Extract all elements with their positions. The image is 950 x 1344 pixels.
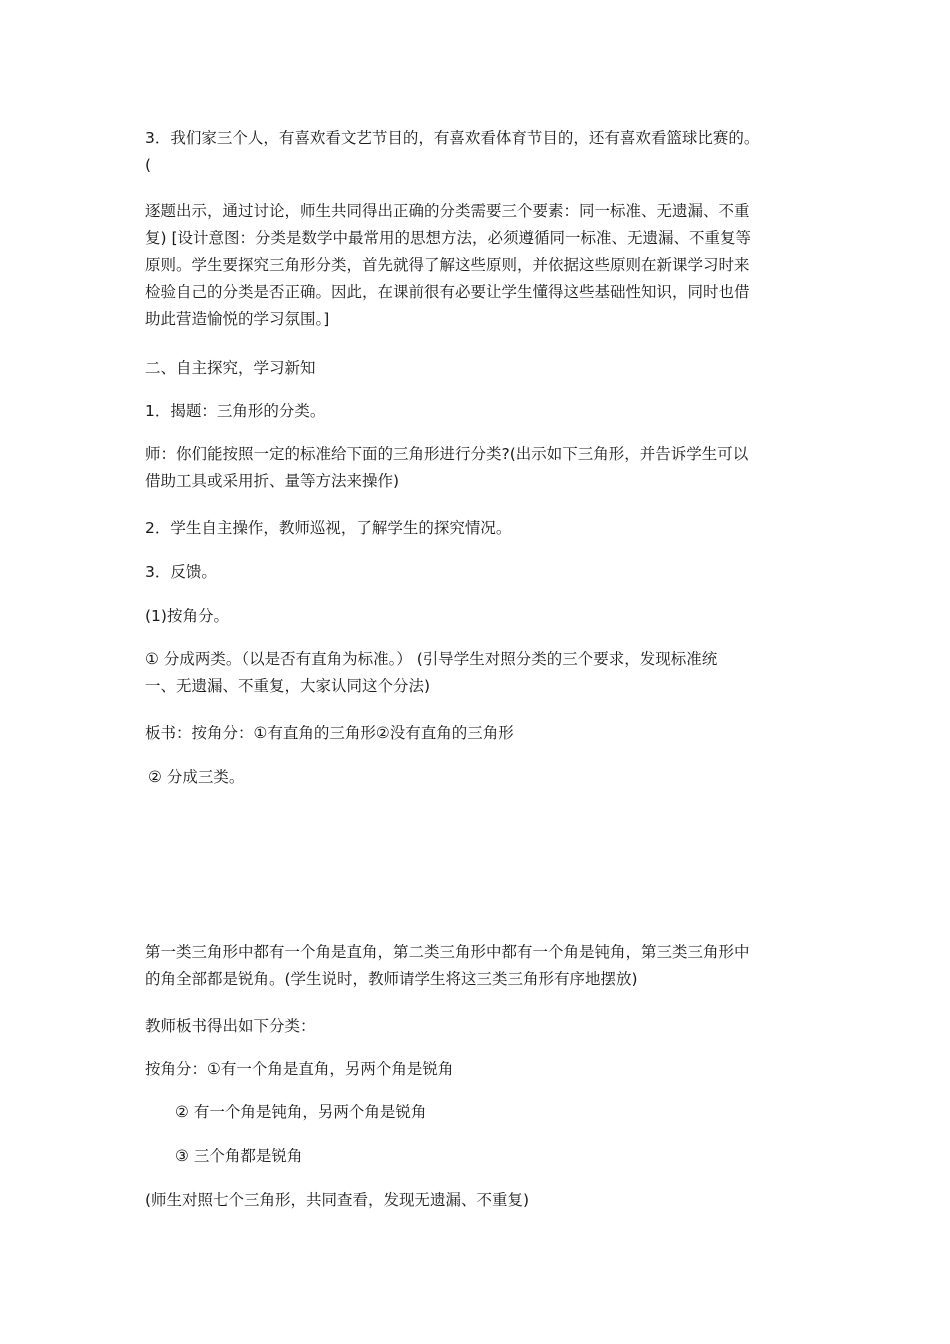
paragraph-topic: 1．揭题：三角形的分类。: [145, 402, 326, 420]
paragraph-by-angle: (1)按角分。: [145, 607, 229, 625]
classification-item-2: ② 有一个角是钝角，另两个角是锐角: [175, 1103, 427, 1121]
text-line: 3．我们家三个人，有喜欢看文艺节目的，有喜欢看体育节目的，还有喜欢看篮球比赛的。: [145, 129, 760, 147]
paragraph-category-description: [145, 939, 810, 993]
text-line: 第一类三角形中都有一个角是直角，第二类三角形中都有一个角是钝角，第三类三角形中: [145, 943, 750, 961]
classification-item-1: 按角分：①有一个角是直角，另两个角是锐角: [145, 1060, 454, 1078]
text-line: 借助工具或采用折、量等方法来操作): [145, 472, 400, 490]
text-line: 复) [设计意图：分类是数学中最常用的思想方法，必须遵循同一标准、无遗漏、不重复等: [145, 229, 752, 247]
paragraph-check: (师生对照七个三角形，共同查看，发现无遗漏、不重复): [145, 1191, 530, 1209]
section-heading: 二、自主探究，学习新知: [145, 359, 316, 377]
classification-item-3: ③ 三个角都是锐角: [175, 1147, 303, 1165]
paragraph-example-3: [145, 125, 810, 179]
text-line: 的角全部都是锐角。(学生说时，教师请学生将这三类三角形有序地摆放): [145, 970, 638, 988]
text-line: 逐题出示，通过讨论，师生共同得出正确的分类需要三个要素：同一标准、无遗漏、不重: [145, 202, 750, 220]
paragraph-board-writing: 板书：按角分：①有直角的三角形②没有直角的三角形: [145, 724, 514, 742]
paragraph-two-categories: [145, 646, 810, 700]
text-line: (: [145, 156, 152, 174]
text-line: ① 分成两类。（以是否有直角为标准。） (引导学生对照分类的三个要求，发现标准统: [145, 650, 718, 668]
paragraph-three-categories: ② 分成三类。: [148, 768, 245, 786]
paragraph-teacher-board: 教师板书得出如下分类：: [145, 1017, 316, 1035]
text-line: 师：你们能按照一定的标准给下面的三角形进行分类?(出示如下三角形，并告诉学生可以: [145, 445, 749, 463]
text-line: 助此营造愉悦的学习氛围。]: [145, 310, 330, 328]
text-line: 检验自己的分类是否正确。因此，在课前很有必要让学生懂得这些基础性知识，同时也借: [145, 283, 750, 301]
text-line: 一、无遗漏、不重复，大家认同这个分法): [145, 677, 431, 695]
paragraph-design-intent: [145, 198, 810, 333]
paragraph-feedback: 3．反馈。: [145, 563, 217, 581]
paragraph-teacher-question: [145, 441, 810, 495]
text-line: 原则。学生要探究三角形分类，首先就得了解这些原则，并依据这些原则在新课学习时来: [145, 256, 750, 274]
paragraph-self-operation: 2．学生自主操作，教师巡视，了解学生的探究情况。: [145, 519, 512, 537]
